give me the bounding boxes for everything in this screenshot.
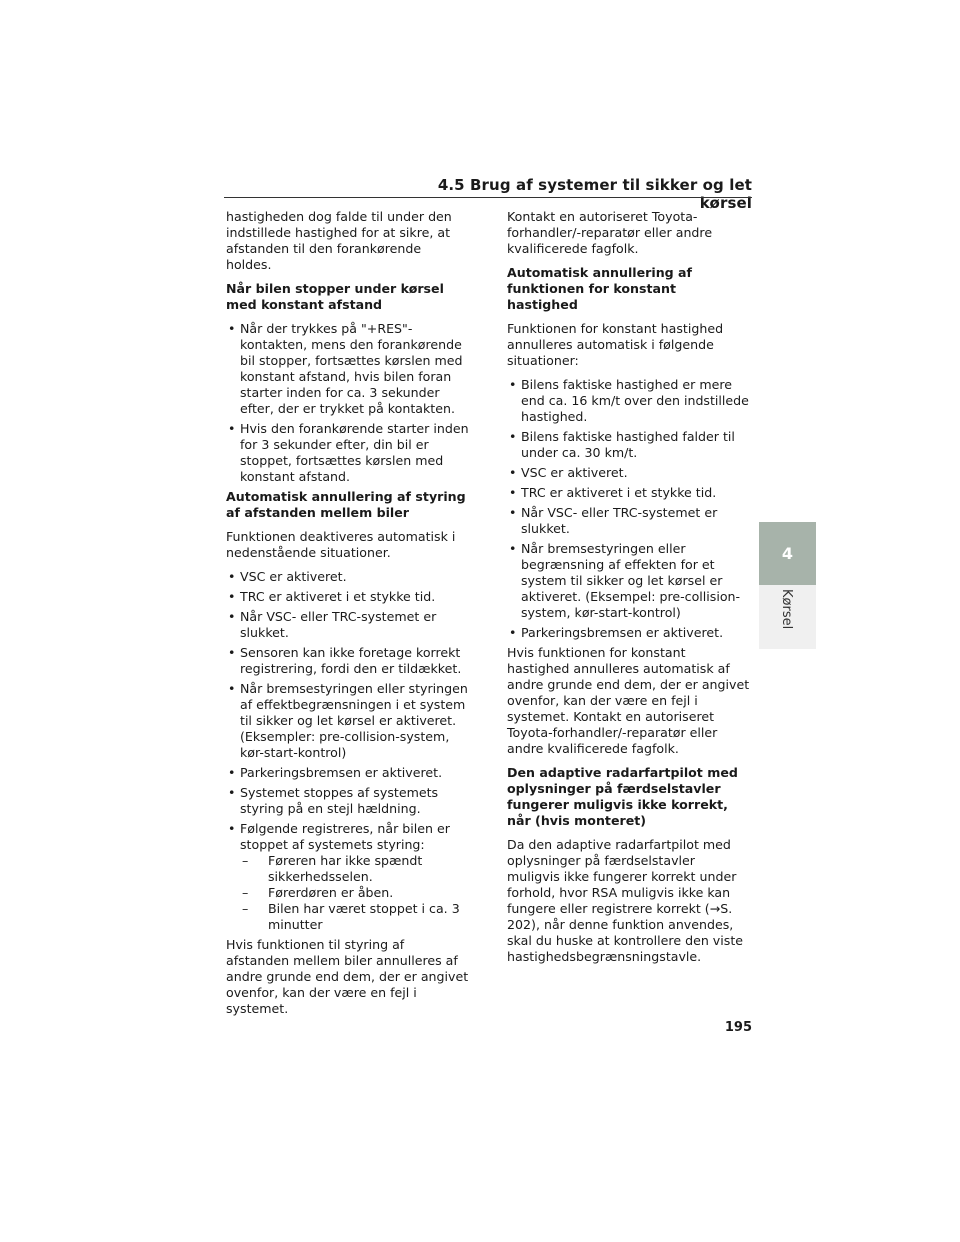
paragraph: hastigheden dog falde til under den indstillede hastighed for at sikre, at afstanden til den forankørende holdes. (226, 209, 452, 272)
list-item: • Sensoren kan ikke foretage korrekt registrering, fordi den er tildækket. (226, 645, 470, 677)
subheading: Automatisk annullering af funktionen for konstant hastighed (507, 265, 693, 312)
list-item: • Når VSC- eller TRC-systemet er slukket. (226, 609, 470, 641)
list-item: • Når VSC- eller TRC-systemet er slukket. (507, 505, 751, 537)
paragraph: Funktionen for konstant hastighed annulleres automatisk i følgende situationer: (507, 321, 724, 368)
bullet-list (226, 569, 470, 933)
list-item: • Parkeringsbremsen er aktiveret. (507, 625, 751, 641)
chapter-tab-number: 4 (759, 522, 816, 585)
header-divider (224, 197, 752, 198)
list-item: • Når bremsestyringen eller begrænsning af effekten for et system til sikker og let kørsel er aktiveret. (Eksempel: pre-collision-system, kør-start-kontrol) (507, 541, 751, 621)
paragraph: Funktionen deaktiveres automatisk i nedenstående situationer. (226, 529, 456, 560)
subheading: Automatisk annullering af styring af afstanden mellem biler (226, 489, 466, 520)
list-item: • Hvis den forankørende starter inden for 3 sekunder efter, din bil er stoppet, fortsættes kørslen med konstant afstand. (226, 421, 470, 485)
section-title: 4.5 Brug af systemer til sikker og let kørsel (437, 176, 752, 212)
subheading: Den adaptive radarfartpilot med oplysninger på færdselstavler fungerer muligvis ikke korrekt, når (hvis monteret) (507, 765, 738, 828)
list-item: • TRC er aktiveret i et stykke tid. (507, 485, 751, 501)
list-item: • Systemet stoppes af systemets styring på en stejl hældning. (226, 785, 470, 817)
paragraph: Hvis funktionen for konstant hastighed annulleres automatisk af andre grunde end dem, der er angivet ovenfor, kan der være en fejl i systemet. Kontakt en autoriseret Toyota-forhandler/-reparatør eller andre kvalificerede fagfolk. (507, 645, 750, 756)
sub-list-item: – Førerdøren er åben. (240, 885, 470, 901)
paragraph: Da den adaptive radarfartpilot med oplysninger på færdselstavler muligvis ikke fungerer korrekt under forhold, hvor RSA muligvis ikke kan fungere eller registrere korrekt (→S. 202), når denne funktion anvendes, skal du huske at kontrollere den viste hastighedsbegrænsningstavle. (507, 837, 744, 964)
page-number: 195 (724, 1020, 752, 1035)
chapter-tab-text: Kørsel (779, 589, 794, 630)
bullet-list (507, 377, 751, 641)
paragraph: Hvis funktionen til styring af afstanden mellem biler annulleres af andre grunde end dem, der er angivet ovenfor, kan der være en fejl i systemet. (226, 937, 469, 1016)
list-item: • TRC er aktiveret i et stykke tid. (226, 589, 470, 605)
chapter-tab-label (759, 585, 816, 649)
list-item: • VSC er aktiveret. (507, 465, 751, 481)
list-item: • Når der trykkes på "+RES"-kontakten, mens den forankørende bil stopper, fortsættes kørslen med konstant afstand, hvis bilen foran starter inden for ca. 3 sekunder efter, der er trykket på kontakten. (226, 321, 470, 417)
right-column (507, 209, 751, 973)
bullet-list (226, 321, 470, 485)
left-column (226, 209, 470, 1025)
paragraph: Kontakt en autoriseret Toyota-forhandler/-reparatør eller andre kvalificerede fagfolk. (507, 209, 713, 256)
list-item: • VSC er aktiveret. (226, 569, 470, 585)
sub-list-item: – Bilen har været stoppet i ca. 3 minutter (240, 901, 470, 933)
list-item-text: Følgende registreres, når bilen er stoppet af systemets styring: (240, 821, 450, 852)
subheading: Når bilen stopper under kørsel med konstant afstand (226, 281, 444, 312)
list-item (226, 821, 470, 933)
list-item: • Når bremsestyringen eller styringen af effektbegrænsningen i et system til sikker og let kørsel er aktiveret. (Eksempler: pre-collision-system, kør-start-kontrol) (226, 681, 470, 761)
list-item: • Bilens faktiske hastighed er mere end ca. 16 km/t over den indstillede hastighed. (507, 377, 751, 425)
sub-list-item: – Føreren har ikke spændt sikkerhedsselen. (240, 853, 470, 885)
list-item: • Bilens faktiske hastighed falder til under ca. 30 km/t. (507, 429, 751, 461)
list-item: • Parkeringsbremsen er aktiveret. (226, 765, 470, 781)
sub-list (240, 853, 470, 933)
